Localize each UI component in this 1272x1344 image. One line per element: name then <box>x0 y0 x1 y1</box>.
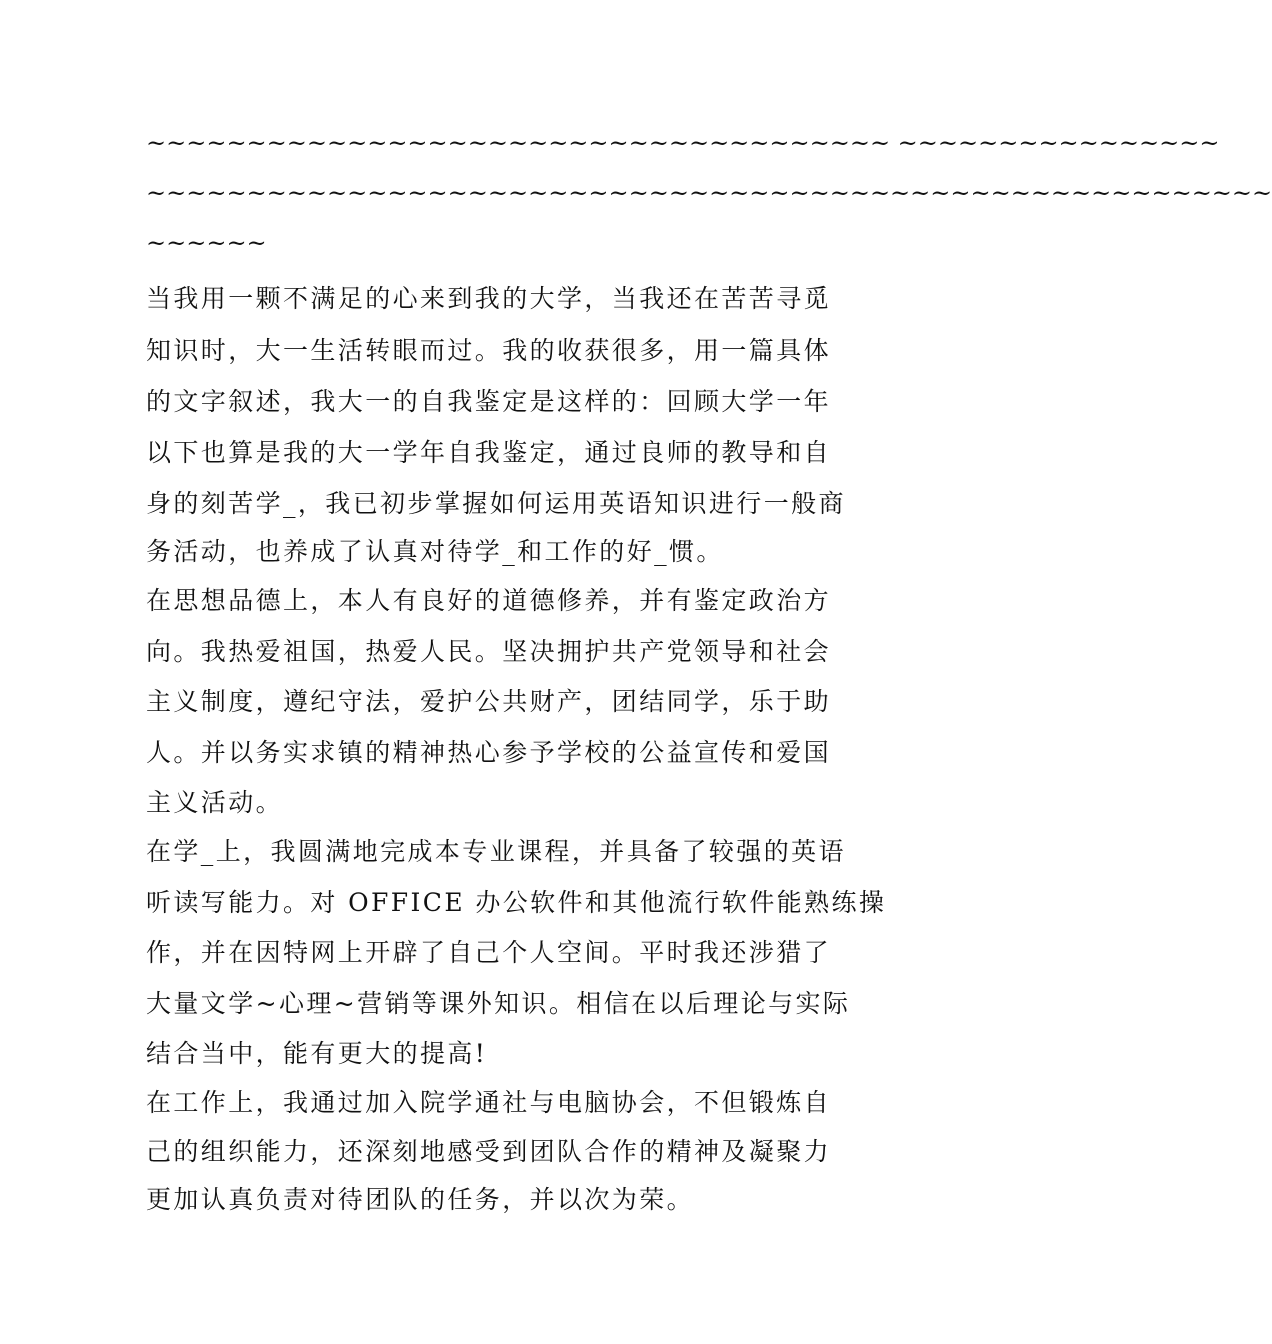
text-line: 己的组织能力，还深刻地感受到团队合作的精神及凝聚力 <box>146 1137 832 1166</box>
text-line: 知识时，大一生活转眼而过。我的收获很多，用一篇具体 <box>146 336 832 365</box>
text-line: 作，并在因特网上开辟了自己个人空间。平时我还涉猎了 <box>146 938 832 967</box>
text-line: 向。我热爱祖国，热爱人民。坚决拥护共产党领导和社会 <box>146 637 832 666</box>
text-line: 听读写能力。对 OFFICE 办公软件和其他流行软件能熟练操 <box>146 888 887 917</box>
text-line: 的文字叙述，我大一的自我鉴定是这样的：回顾大学一年 <box>146 387 832 416</box>
text-line: 在思想品德上，本人有良好的道德修养，并有鉴定政治方 <box>146 586 832 615</box>
text-line: 当我用一颗不满足的心来到我的大学，当我还在苦苦寻觅 <box>146 284 832 313</box>
text-line: 主义活动。 <box>146 788 284 817</box>
decor-tilde-line-1: ~~~~~~~~~~~~~~~~~~~~~~~~~~~~~~~~~~~~~ ~~~~~~~~~~~~~~~~ <box>146 129 1220 157</box>
text-line: 在工作上，我通过加入院学通社与电脑协会，不但锻炼自 <box>146 1088 832 1117</box>
text-line: 务活动，也养成了认真对待学_和工作的好_惯。 <box>146 537 724 566</box>
text-line: 以下也算是我的大一学年自我鉴定，通过良师的教导和自 <box>146 438 832 467</box>
text-line: 结合当中，能有更大的提高! <box>146 1039 488 1068</box>
decor-tilde-line-3: ~~~~~~ <box>146 229 267 257</box>
text-line: 在学_上，我圆满地完成本专业课程，并具备了较强的英语 <box>146 837 846 866</box>
text-line: 主义制度，遵纪守法，爱护公共财产，团结同学，乐于助 <box>146 687 832 716</box>
decor-tilde-line-2: ~~~~~~~~~~~~~~~~~~~~~~~~~~~~~~~~~~~~~~~~~~~~~~~~~~~~~~~~ <box>146 179 1272 207</box>
text-line: 更加认真负责对待团队的任务，并以次为荣。 <box>146 1185 695 1214</box>
text-line: 人。并以务实求镇的精神热心参予学校的公益宣传和爱国 <box>146 738 832 767</box>
text-line: 大量文学~心理~营销等课外知识。相信在以后理论与实际 <box>146 989 851 1018</box>
text-line: 身的刻苦学_，我已初步掌握如何运用英语知识进行一般商 <box>146 489 846 518</box>
